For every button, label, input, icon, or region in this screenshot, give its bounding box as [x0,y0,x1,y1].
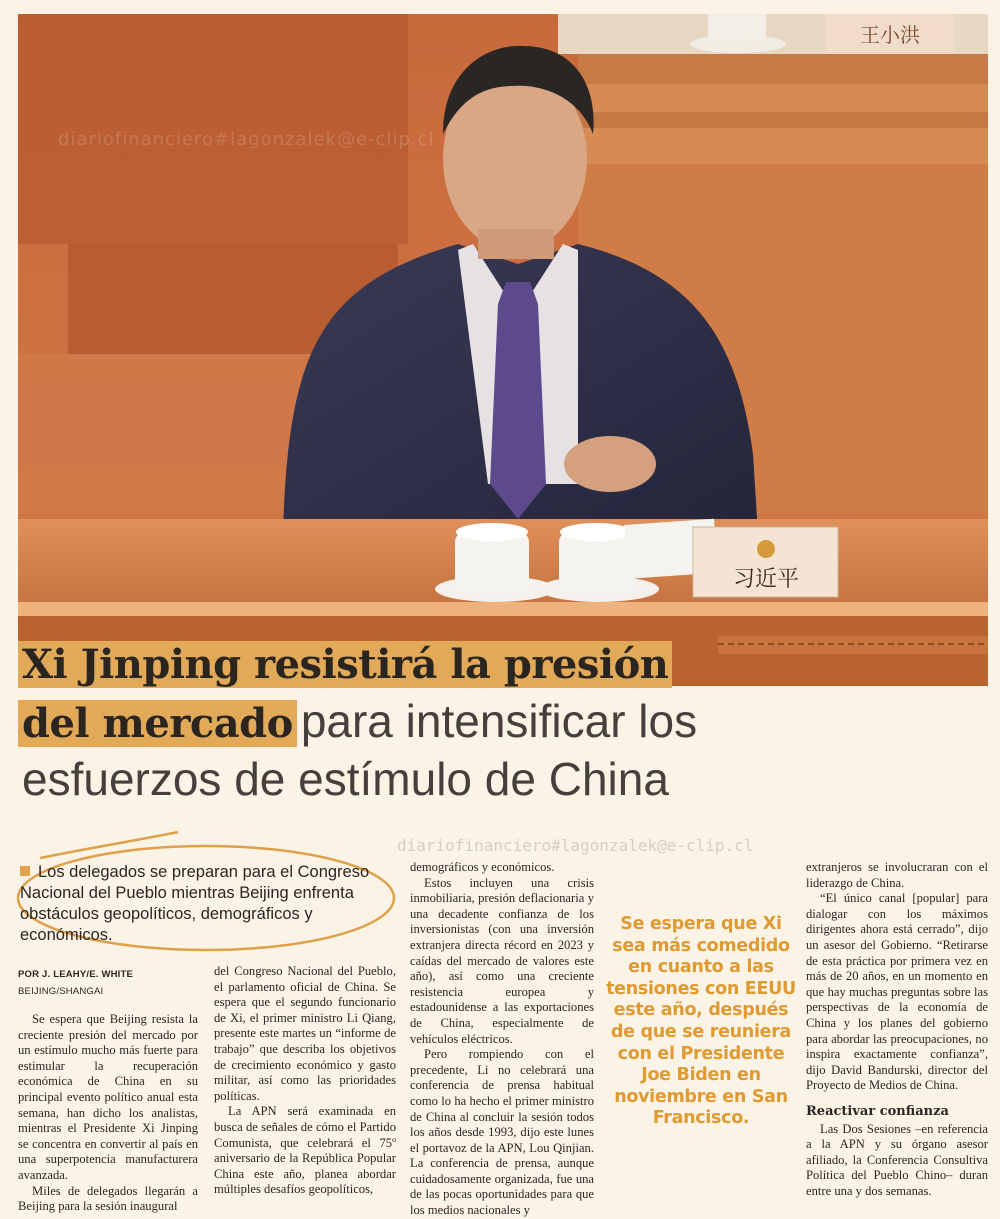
headline-bold-1: Xi Jinping resistirá la presión [18,641,672,688]
back-nameplate-text: 王小洪 [860,23,920,47]
paragraph: “El único canal [popular] para dialogar con los máximos dirigentes ahora está cerrado”, dijo un asesor del Gobierno. “Retirarse de esta práctica por primera vez en más de 20 años, en un momento en que hay muchas preguntas sobre las perspectivas de la economía de China y los planes del gobierno para abordar las preocupaciones, no inspira exactamente confianza”, dijo David Bandurski, director del Proyecto de Medios de China. [806,891,988,1093]
article-column-2 [214,964,396,1198]
headline-light-3: esfuerzos de estímulo de China [18,753,673,805]
hero-photo [18,14,988,686]
paragraph: extranjeros se involucraran con el liderazgo de China. [806,860,988,890]
article-column-4 [806,860,988,1199]
byline-location: BEIJING/SHANGAI [18,986,104,997]
byline-authors: POR J. LEAHY/E. WHITE [18,969,134,980]
photo-scene [18,14,988,686]
watermark: diariofinanciero#lagonzalek@e-clip.cl [397,836,754,855]
article-column-3 [410,860,594,1219]
lead-body: Los delegados se preparan para el Congreso Nacional del Pueblo mientras Beijing enfrenta obstáculos geopolíticos, demográficos y económicos. [20,863,370,944]
photo-watermark: diariofinanciero#lagonzalek@e-clip.cl [58,129,435,150]
paragraph: demográficos y económicos. [410,860,555,874]
pull-quote: Se espera que Xi sea más comedido en cuanto a las tensiones con EEUU este año, después de que se reuniera con el Presidente Joe Biden en noviembre en San Francisco. [606,914,796,1129]
paragraph: Se espera que Beijing resista la creciente presión del mercado por un estímulo mucho más fuerte para estimular la recuperación económica de China en su principal evento político anual esta semana, han dicho los analistas, mientras el Presidente Xi Jinping se concentra en convertir al país en una superpotencia manufacturera avanzada. [18,1012,198,1182]
lead-text [20,862,398,946]
headline [18,634,978,808]
paragraph: La APN será examinada en busca de señales de cómo el Partido Comunista, que celebrará el 75º aniversario de la República Popular China este año, planea abordar múltiples desafíos geopolíticos, [214,1104,396,1197]
main-nameplate-text: 习近平 [732,567,800,592]
lead-bullet [20,866,30,876]
headline-line-3 [18,750,978,808]
headline-bold-2: del mercado [18,700,297,747]
paragraph: Las Dos Sesiones –en referencia a la APN y su órgano asesor afiliado, la Conferencia Consultiva Política del Pueblo Chino– duran entre una y dos semanas. [806,1121,988,1198]
paragraph: Estos incluyen una crisis inmobiliaria, presión deflacionaria y una decadente confianza de los inversionistas (con una inversión extranjera directa récord en 2023 y caídas del mercado de valores este año), así como una creciente resistencia europea y estadounidense a las exportaciones de China, especialmente de vehículos eléctricos. [410,875,594,1046]
paragraph: Pero rompiendo con el precedente, Li no celebrará una conferencia de prensa habitual como lo ha hecho el primer ministro de China al concluir la sesión todos los años desde 1993, dijo este lunes el portavoz de la APN, Lou Qinjian. La conferencia de prensa, aunque cuidadosamente organizada, fue una de las pocas oportunidades para que los medios nacionales y [410,1047,594,1218]
headline-light-2: para intensificar los [297,695,701,747]
paragraph: del Congreso Nacional del Pueblo, el parlamento oficial de China. Se espera que el segundo funcionario de Xi, el primer ministro Li Qiang, presente este martes un “informe de trabajo” que describa los objetivos de crecimiento económico y gasto militar, así como las prioridades políticas. [214,964,396,1103]
headline-line-1 [18,634,978,692]
subheading: Reactivar confianza [806,1103,949,1119]
paragraph: Miles de delegados llegarán a Beijing para la sesión inaugural [18,1183,198,1214]
article-column-1 [18,1012,198,1215]
headline-line-2 [18,692,978,750]
byline [18,966,133,1000]
